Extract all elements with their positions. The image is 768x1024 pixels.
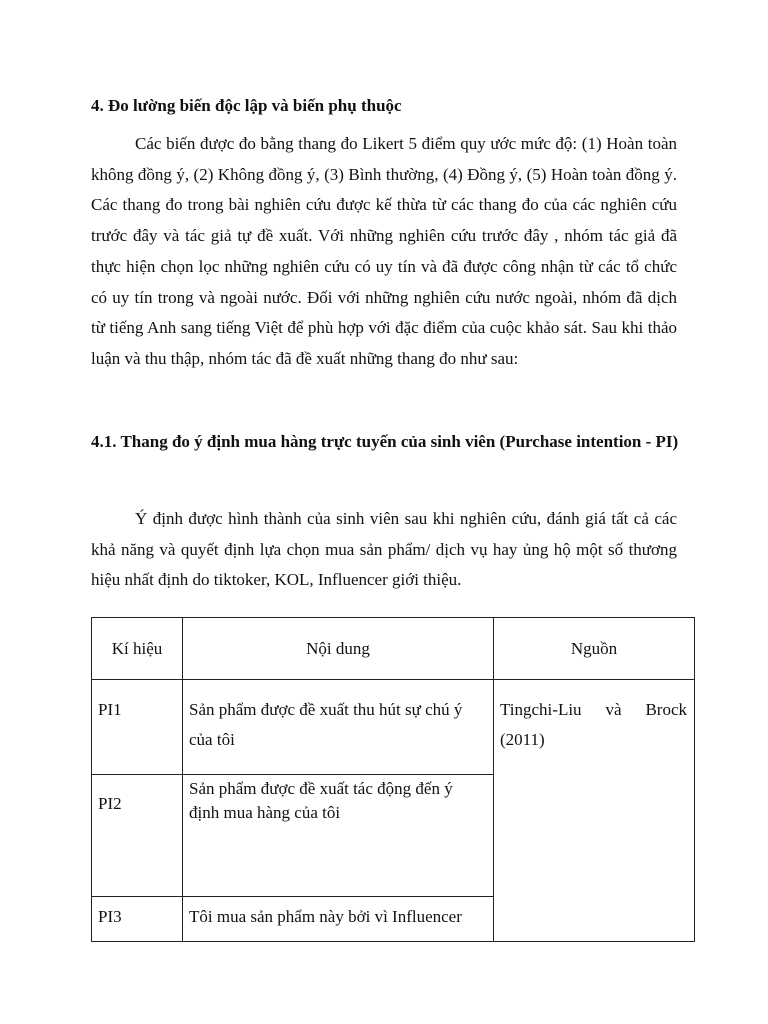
row-code: PI3	[92, 897, 183, 942]
row-code: PI2	[92, 775, 183, 897]
row-content: Tôi mua sản phẩm này bởi vì Influencer	[183, 897, 494, 942]
table-row	[92, 680, 695, 775]
table-header-row	[92, 618, 695, 680]
row-content: Sản phẩm được đề xuất tác động đến ý định mua hàng của tôi	[183, 775, 494, 897]
source-text: Tingchi-Liu và Brock (2011)	[500, 700, 687, 749]
row-content: Sản phẩm được đề xuất thu hút sự chú ý của tôi	[183, 680, 494, 775]
section-4-paragraph: Các biến được đo bằng thang đo Likert 5 điểm quy ước mức độ: (1) Hoàn toàn không đồng ý, (2) Không đồng ý, (3) Bình thường, (4) Đồng ý, (5) Hoàn toàn đồng ý. Các thang đo trong bài nghiên cứu được kế thừa từ các thang đo của các nghiên cứu trước đây và tác giả tự đề xuất. Với những nghiên cứu trước đây , nhóm tác giả đã thực hiện chọn lọc những nghiên cứu có uy tín và đã được công nhận từ các tổ chức có uy tín trong và ngoài nước. Đối với những nghiên cứu nước ngoài, nhóm đã dịch từ tiếng Anh sang tiếng Việt để phù hợp với đặc điểm của cuộc khảo sát. Sau khi thảo luận và thu thập, nhóm tác đã đề xuất những thang đo như sau:	[91, 134, 677, 368]
row-code: PI1	[92, 680, 183, 775]
pi-scale-table	[91, 617, 695, 942]
section-4-heading: 4. Đo lường biến độc lập và biến phụ thuộc	[91, 96, 402, 115]
source-cell	[494, 680, 695, 942]
header-source: Nguồn	[494, 618, 695, 680]
header-content: Nội dung	[183, 618, 494, 680]
header-code: Kí hiệu	[92, 618, 183, 680]
section-4-1-heading: 4.1. Thang đo ý định mua hàng trực tuyến của sinh viên (Purchase intention - PI)	[91, 432, 679, 451]
section-4-1-paragraph: Ý định được hình thành của sinh viên sau khi nghiên cứu, đánh giá tất cả các khả năng và quyết định lựa chọn mua sản phẩm/ dịch vụ hay ủng hộ một số thương hiệu nhất định do tiktoker, KOL, Influencer giới thiệu.	[91, 509, 677, 590]
